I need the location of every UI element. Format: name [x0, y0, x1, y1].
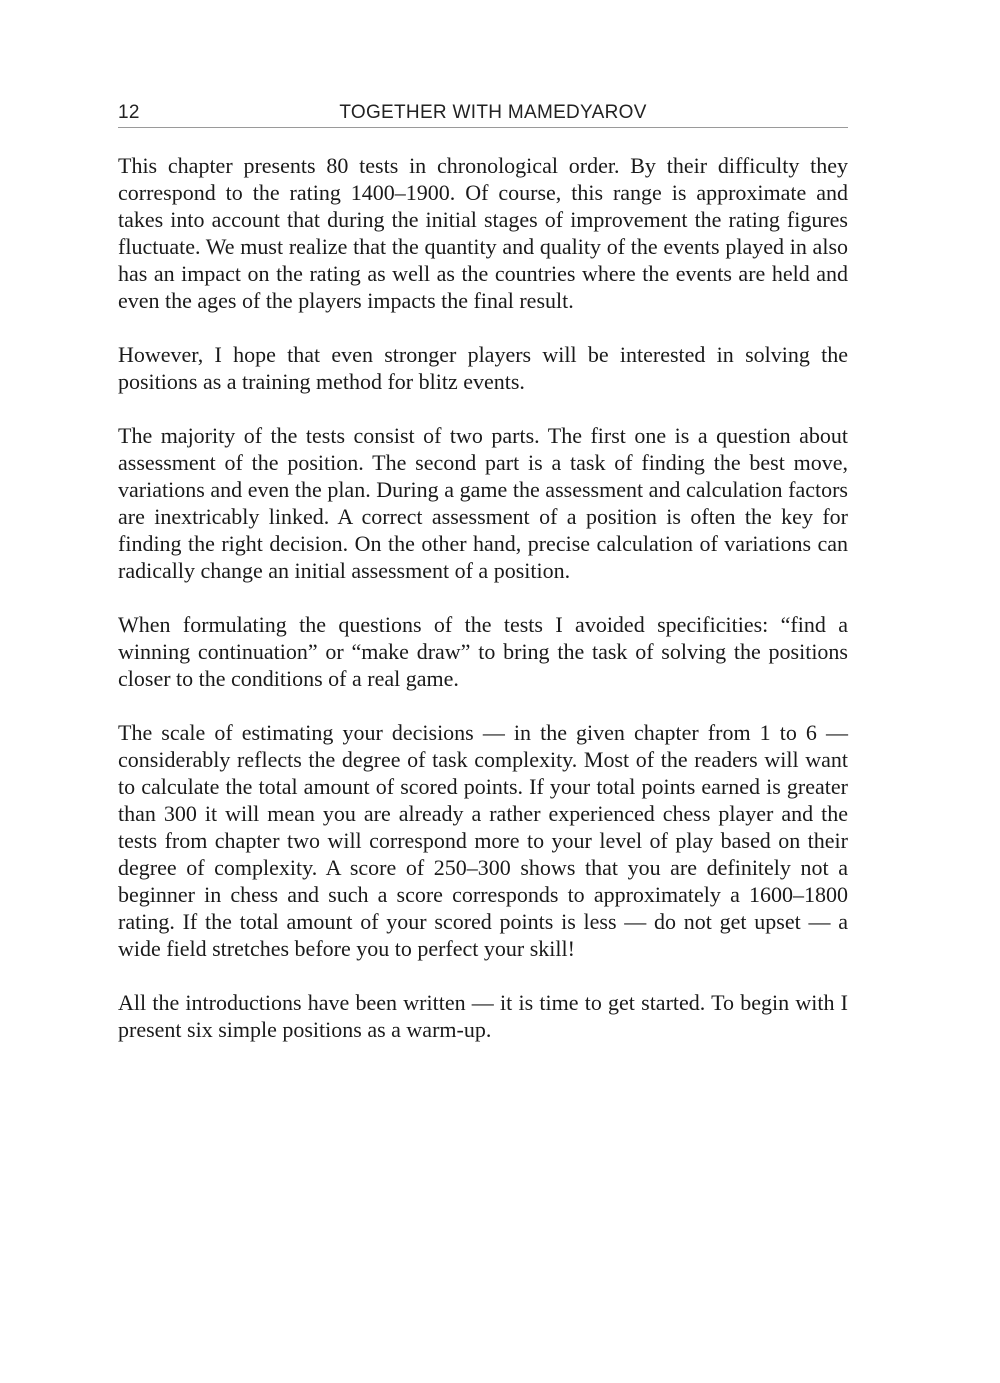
body-text: [118, 152, 848, 1043]
paragraph-scoring-scale: The scale of estimating your decisions — in the given chapter from 1 to 6 — considerably reflects the degree of task complexity. Most of the readers will want to calculate the total amount of scored points. If your total points earned is greater than 300 it will mean you are already a rather experienced chess player and the tests from chapter two will correspond more to your level of play based on their degree of complexity. A score of 250–300 shows that you are definitely not a beginner in chess and such a score corresponds to approximately a 1600–1800 rating. If the total amount of your scored points is less — do not get upset — a wide field stretches before you to perfect your skill!: [118, 720, 848, 961]
running-header: [118, 100, 848, 128]
running-title: TOGETHER WITH MAMEDYAROV: [339, 102, 647, 123]
book-page: [118, 100, 848, 1070]
page-number: 12: [118, 102, 140, 123]
paragraph-test-structure: The majority of the tests consist of two parts. The first one is a question about assessment of the position. The second part is a task of finding the best move, variations and even the plan. During a game the assessment and calculation factors are inextricably linked. A correct assessment of a position is often the key for finding the right decision. On the other hand, precise calculation of variations can radically change an initial assessment of a position.: [118, 423, 848, 583]
paragraph-get-started: All the introductions have been written — it is time to get started. To begin with I present six simple positions as a warm-up.: [118, 990, 848, 1042]
paragraph-question-format: When formulating the questions of the tests I avoided specificities: “find a winning continuation” or “make draw” to bring the task of solving the positions closer to the conditions of a real game.: [118, 612, 848, 691]
paragraph-intro: This chapter presents 80 tests in chronological order. By their difficulty they correspond to the rating 1400–1900. Of course, this range is approximate and takes into account that during the initial stages of improvement the rating figures fluctuate. We must realize that the quantity and quality of the events played in also has an impact on the rating as well as the countries where the events are held and even the ages of the players impacts the final result.: [118, 153, 848, 313]
paragraph-stronger-players: However, I hope that even stronger players will be interested in solving the positions as a training method for blitz events.: [118, 342, 848, 394]
